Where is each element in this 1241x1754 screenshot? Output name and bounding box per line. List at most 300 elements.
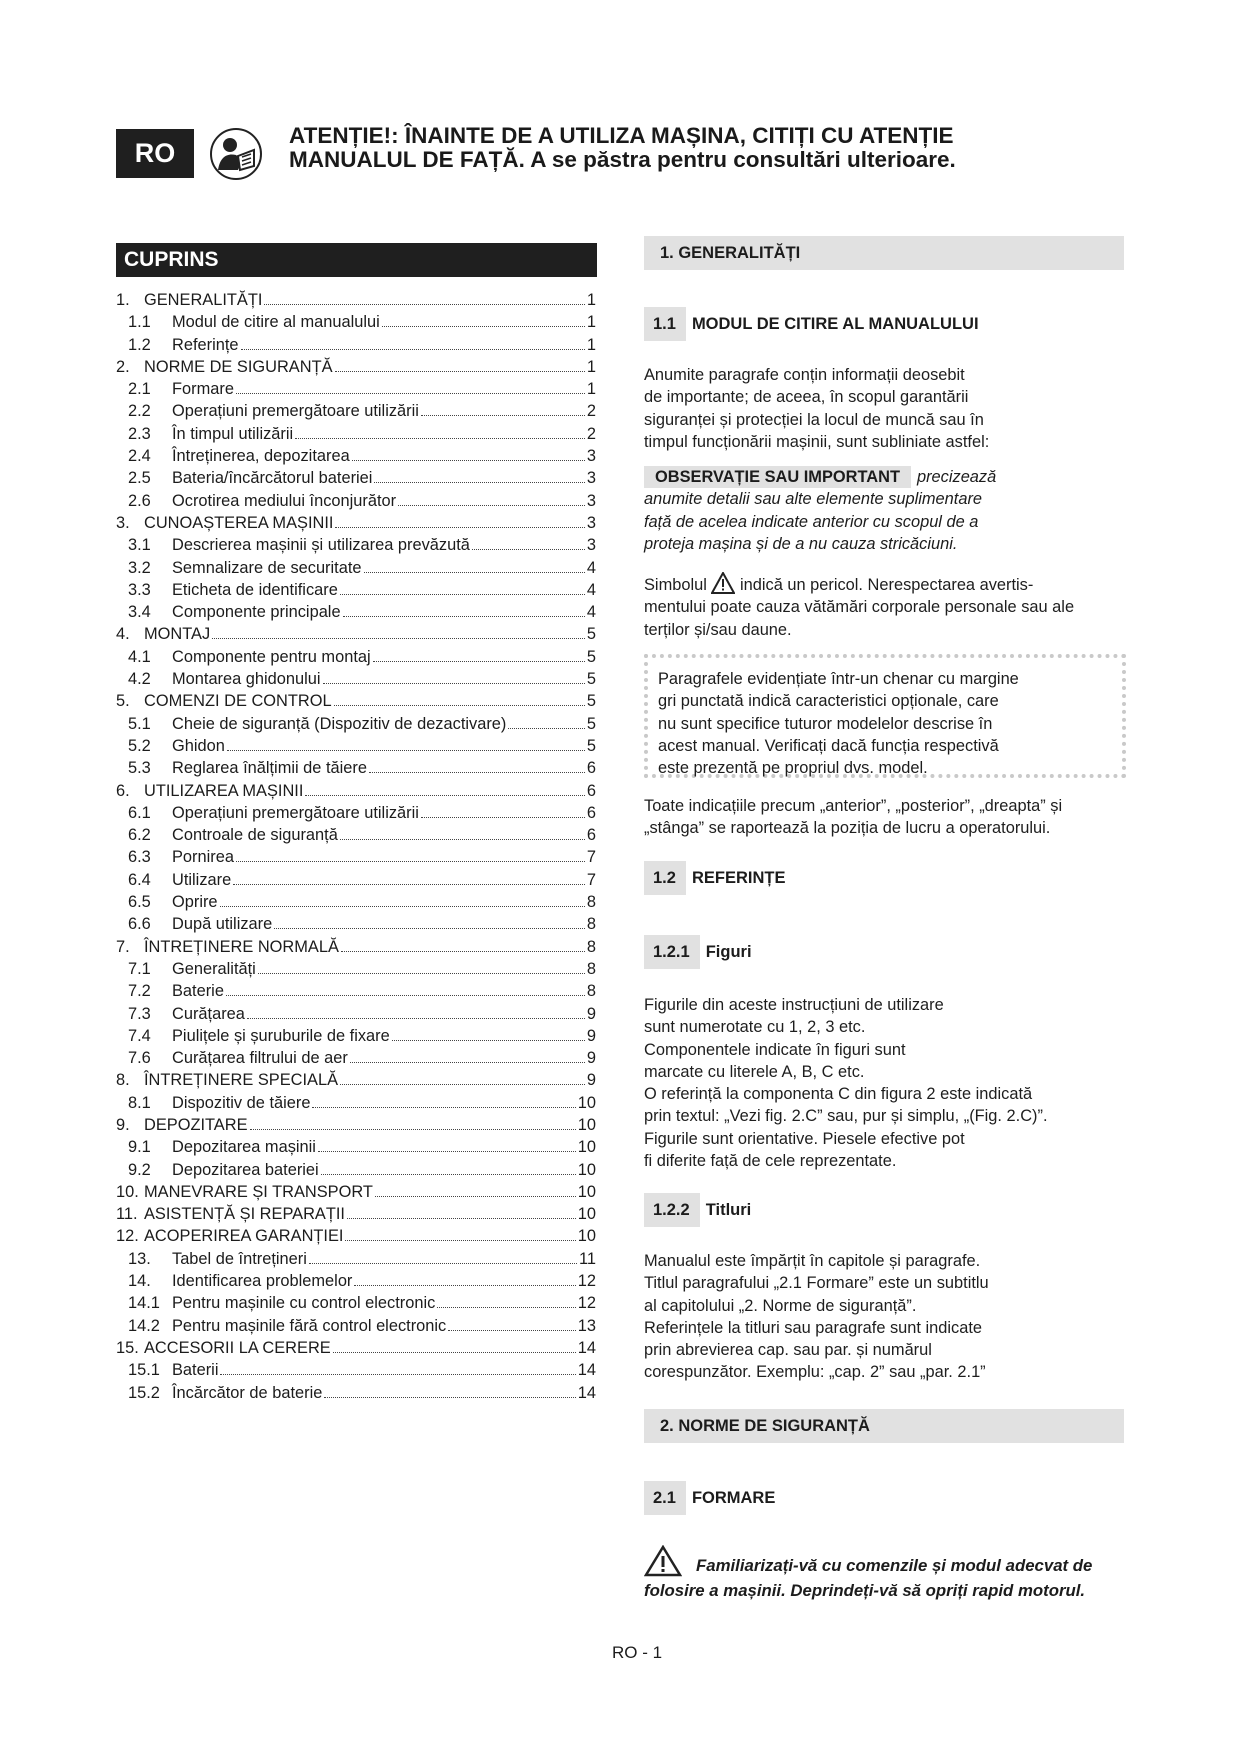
toc-page-number: 14 (577, 1361, 596, 1380)
toc-leader-dots (247, 1018, 585, 1019)
subsection-heading-1-2 (644, 861, 785, 895)
toc-page-number: 6 (586, 759, 596, 778)
subsection-title: Titluri (705, 1201, 752, 1219)
toc-row (116, 759, 596, 781)
toc-number: 7.3 (128, 1004, 151, 1023)
subsection-heading-1-1 (644, 307, 979, 341)
toc-page-number: 14 (577, 1338, 596, 1357)
toc-page-number: 10 (577, 1115, 596, 1134)
toc-row (116, 1272, 596, 1294)
toc-leader-dots (398, 505, 585, 506)
text-line: timpul funcționării mașinii, sunt subliniate astfel: (644, 432, 990, 451)
toc-number: 2.1 (128, 380, 151, 399)
toc-row (116, 871, 596, 893)
toc-row (116, 648, 596, 670)
toc-row (116, 938, 596, 960)
toc-row (116, 1294, 596, 1316)
toc-entry-title: Curățarea (172, 1004, 245, 1023)
toc-entry-title: ASISTENȚĂ ȘI REPARAȚII (144, 1205, 345, 1224)
toc-entry-title: Întreținerea, depozitarea (172, 447, 350, 466)
toc-leader-dots (264, 304, 584, 305)
toc-leader-dots (220, 1374, 575, 1375)
toc-row (116, 1250, 596, 1272)
toc-page-number: 7 (586, 870, 596, 889)
toc-row (116, 982, 596, 1004)
text-line: este prezentă pe propriul dvs. model. (658, 759, 928, 778)
toc-number: 6.4 (128, 870, 151, 889)
subsection-title: Figuri (705, 943, 752, 961)
toc-number: 9. (116, 1115, 130, 1134)
toc-number: 15.2 (128, 1383, 160, 1402)
toc-entry-title: GENERALITĂȚI (144, 291, 263, 309)
figures-paragraph (644, 994, 1124, 1172)
table-of-contents (116, 291, 596, 1406)
toc-entry-title: Pentru mașinile cu control electronic (172, 1294, 436, 1313)
toc-number: 9.2 (128, 1160, 151, 1179)
toc-page-number: 8 (586, 982, 596, 1001)
toc-row (116, 336, 596, 358)
toc-leader-dots (318, 1151, 576, 1152)
text-line: Paragrafele evidențiate într-un chenar cu margine (658, 670, 1019, 688)
toc-number: 1. (116, 291, 130, 309)
toc-leader-dots (375, 1196, 576, 1197)
toc-number: 10. (116, 1182, 139, 1201)
toc-leader-dots (321, 1174, 576, 1175)
toc-leader-dots (369, 772, 585, 773)
toc-page-number: 5 (586, 692, 596, 711)
toc-leader-dots (220, 906, 585, 907)
toc-row (116, 826, 596, 848)
toc-entry-title: DEPOZITARE (144, 1115, 248, 1134)
subsection-number: 1.2.1 (644, 935, 700, 969)
toc-row (116, 670, 596, 692)
note-label: OBSERVAȚIE SAU IMPORTANT (644, 466, 911, 488)
toc-row (116, 893, 596, 915)
symbol-paragraph (644, 572, 1124, 641)
toc-page-number: 5 (586, 736, 596, 755)
safety-warning (644, 1545, 1134, 1603)
toc-leader-dots (226, 995, 585, 996)
page-number: RO - 1 (612, 1643, 663, 1662)
toc-number: 8. (116, 1071, 130, 1090)
toc-entry-title: Baterie (172, 982, 224, 1001)
toc-row (116, 1071, 596, 1093)
toc-page-number: 12 (577, 1294, 596, 1313)
text-line: Referințele la titluri sau paragrafe sunt indicate (644, 1318, 983, 1337)
toc-row (116, 848, 596, 870)
toc-page-number: 9 (586, 1004, 596, 1023)
toc-page-number: 1 (586, 291, 596, 309)
paragraph-reading-mode (644, 364, 1124, 453)
toc-page-number: 12 (577, 1272, 596, 1291)
toc-number: 4.2 (128, 670, 151, 689)
warning-triangle-icon (644, 1545, 682, 1577)
toc-row (116, 1384, 596, 1406)
toc-number: 2. (116, 357, 130, 376)
toc-page-number: 5 (586, 625, 596, 644)
toc-page-number: 3 (586, 513, 596, 532)
text-line: al capitolului „2. Norme de siguranță”. (644, 1296, 917, 1315)
toc-leader-dots (333, 1352, 576, 1353)
toc-entry-title: Încărcător de baterie (172, 1383, 323, 1402)
toc-number: 15. (116, 1338, 139, 1357)
toc-row (116, 1049, 596, 1071)
toc-leader-dots (236, 861, 585, 862)
toc-number: 3.3 (128, 580, 151, 599)
toc-row (116, 1183, 596, 1205)
toc-entry-title: Generalități (172, 959, 256, 978)
toc-row (116, 492, 596, 514)
toc-entry-title: UTILIZAREA MAȘINII (144, 781, 304, 800)
toc-number: 7.1 (128, 959, 151, 978)
toc-number: 5.1 (128, 714, 151, 733)
toc-entry-title: Descrierea mașinii și utilizarea prevăzută (172, 536, 470, 555)
toc-row (116, 313, 596, 335)
toc-leader-dots (335, 371, 585, 372)
toc-number: 14.2 (128, 1316, 160, 1335)
toc-number: 9.1 (128, 1138, 151, 1157)
toc-leader-dots (448, 1330, 576, 1331)
toc-entry-title: ÎNTREȚINERE NORMALĂ (144, 937, 339, 956)
toc-page-number: 1 (586, 335, 596, 354)
toc-entry-title: Ocrotirea mediului înconjurător (172, 491, 397, 510)
toc-row (116, 425, 596, 447)
toc-number: 1.2 (128, 335, 151, 354)
toc-row (116, 1317, 596, 1339)
toc-entry-title: Baterii (172, 1361, 219, 1380)
toc-leader-dots (472, 549, 585, 550)
toc-entry-title: După utilizare (172, 915, 273, 934)
toc-row (116, 625, 596, 647)
optional-features-box (644, 654, 1126, 778)
toc-row (116, 782, 596, 804)
toc-leader-dots (258, 973, 585, 974)
toc-number: 1.1 (128, 313, 151, 332)
toc-page-number: 10 (577, 1160, 596, 1179)
toc-row (116, 291, 596, 313)
text-line: siguranței și protecției la locul de muncă sau în (644, 410, 984, 429)
toc-number: 6.2 (128, 826, 151, 845)
toc-entry-title: Tabel de întrețineri (172, 1249, 307, 1268)
toc-number: 6.6 (128, 915, 151, 934)
text-line: terților și/sau daune. (644, 620, 792, 639)
toc-title: CUPRINS (116, 243, 597, 277)
toc-number: 2.6 (128, 491, 151, 510)
toc-entry-title: Ghidon (172, 736, 225, 755)
toc-number: 13. (128, 1249, 151, 1268)
text-line: corespunzător. Exemplu: „cap. 2” sau „par. 2.1” (644, 1363, 986, 1382)
toc-row (116, 960, 596, 982)
toc-leader-dots (364, 572, 585, 573)
toc-number: 3.2 (128, 558, 151, 577)
toc-row (116, 536, 596, 558)
toc-page-number: 3 (586, 536, 596, 555)
toc-number: 11. (116, 1205, 138, 1224)
toc-entry-title: NORME DE SIGURANȚĂ (144, 357, 333, 376)
toc-leader-dots (343, 616, 585, 617)
toc-leader-dots (233, 884, 585, 885)
toc-leader-dots (350, 1062, 585, 1063)
header-warning-line: MANUALUL DE FAȚĂ. A se păstra pentru consultări ulterioare. (289, 147, 956, 172)
toc-entry-title: Identificarea problemelor (172, 1272, 353, 1291)
toc-leader-dots (241, 349, 585, 350)
toc-number: 7.2 (128, 982, 151, 1001)
toc-page-number: 5 (586, 714, 596, 733)
toc-page-number: 11 (578, 1249, 596, 1268)
subsection-number: 1.2.2 (644, 1193, 700, 1227)
toc-leader-dots (382, 326, 585, 327)
toc-leader-dots (345, 1240, 575, 1241)
toc-row (116, 715, 596, 737)
toc-entry-title: Eticheta de identificare (172, 580, 338, 599)
text-line: Anumite paragrafe conțin informații deosebit (644, 366, 965, 384)
toc-page-number: 9 (586, 1071, 596, 1090)
text-line: Manualul este împărțit în capitole și paragrafe. (644, 1252, 981, 1270)
toc-number: 7.6 (128, 1049, 151, 1068)
toc-number: 3. (116, 513, 130, 532)
text-line: mentului poate cauza vătămări corporale personale sau ale (644, 598, 1075, 617)
toc-entry-title: Modul de citire al manualului (172, 313, 380, 332)
section-heading-norme-siguranta: 2. NORME DE SIGURANȚĂ (644, 1409, 1124, 1443)
toc-page-number: 14 (577, 1383, 596, 1402)
toc-entry-title: Curățarea filtrului de aer (172, 1049, 348, 1068)
toc-entry-title: Depozitarea bateriei (172, 1160, 319, 1179)
toc-page-number: 8 (586, 893, 596, 912)
toc-leader-dots (373, 661, 585, 662)
subsection-number: 1.1 (644, 307, 686, 341)
toc-page-number: 10 (577, 1227, 596, 1246)
toc-entry-title: ÎNTREȚINERE SPECIALĂ (144, 1071, 338, 1090)
toc-number: 14. (128, 1272, 151, 1291)
toc-row (116, 692, 596, 714)
toc-row (116, 737, 596, 759)
header-warning (289, 124, 1089, 172)
toc-page-number: 3 (586, 491, 596, 510)
note-paragraph (644, 466, 1124, 555)
toc-number: 12. (116, 1227, 139, 1246)
subsection-title: FORMARE (691, 1489, 776, 1507)
warning-text: Familiarizați-vă cu comenzile și modul adecvat de (696, 1556, 1093, 1575)
toc-leader-dots (227, 750, 585, 751)
text-line: Componentele indicate în figuri sunt (644, 1040, 906, 1059)
toc-page-number: 9 (586, 1026, 596, 1045)
subsection-number: 2.1 (644, 1481, 686, 1515)
text-fragment: indică un pericol. Nerespectarea avertis- (739, 576, 1034, 594)
toc-row (116, 1094, 596, 1116)
toc-number: 6.3 (128, 848, 151, 867)
warning-text: folosire a mașinii. Deprindeți-vă să opriți rapid motorul. (644, 1581, 1086, 1600)
toc-leader-dots (340, 1084, 585, 1085)
toc-entry-title: Componente pentru montaj (172, 647, 371, 666)
toc-row (116, 1161, 596, 1183)
toc-entry-title: Depozitarea mașinii (172, 1138, 316, 1157)
toc-leader-dots (250, 1129, 576, 1130)
text-line: nu sunt specifice tuturor modelelor descrise în (658, 714, 993, 733)
toc-entry-title: COMENZI DE CONTROL (144, 692, 332, 711)
toc-leader-dots (274, 928, 585, 929)
toc-leader-dots (312, 1107, 575, 1108)
read-manual-icon (208, 126, 264, 182)
toc-entry-title: Pornirea (172, 848, 234, 867)
toc-row (116, 402, 596, 424)
toc-row (116, 1339, 596, 1361)
toc-entry-title: Dispozitiv de tăiere (172, 1093, 311, 1112)
toc-leader-dots (341, 951, 585, 952)
toc-row (116, 804, 596, 826)
toc-page-number: 5 (586, 670, 596, 689)
directions-paragraph (644, 795, 1124, 840)
subsection-heading-1-2-1 (644, 935, 752, 969)
toc-leader-dots (295, 438, 585, 439)
toc-number: 3.1 (128, 536, 151, 555)
toc-entry-title: ACCESORII LA CERERE (144, 1338, 331, 1357)
toc-number: 2.2 (128, 402, 151, 421)
toc-page-number: 5 (586, 647, 596, 666)
toc-page-number: 10 (577, 1205, 596, 1224)
text-line: „stânga” se raportează la poziția de lucru a operatorului. (644, 819, 1051, 838)
toc-row (116, 603, 596, 625)
toc-page-number: 1 (586, 313, 596, 332)
toc-page-number: 4 (586, 580, 596, 599)
toc-row (116, 469, 596, 491)
toc-row (116, 1361, 596, 1383)
toc-entry-title: Operațiuni premergătoare utilizării (172, 803, 419, 822)
titles-paragraph (644, 1250, 1124, 1384)
toc-leader-dots (340, 594, 585, 595)
toc-entry-title: Formare (172, 380, 234, 399)
toc-leader-dots (323, 683, 585, 684)
toc-leader-dots (352, 460, 585, 461)
toc-row (116, 447, 596, 469)
text-line: prin abrevierea cap. sau par. și numărul (644, 1341, 932, 1360)
toc-leader-dots (236, 393, 585, 394)
toc-entry-title: Referințe (172, 335, 239, 354)
subsection-heading-2-1 (644, 1481, 775, 1515)
text-line: marcate cu literele A, B, C etc. (644, 1062, 865, 1081)
text-line: prin textul: „Vezi fig. 2.C” sau, pur și simplu, „(Fig. 2.C)”. (644, 1107, 1048, 1126)
header-warning-line: ATENȚIE!: ÎNAINTE DE A UTILIZA MAȘINA, CITIȚI CU ATENȚIE (289, 123, 954, 148)
toc-page-number: 6 (586, 781, 596, 800)
text-line: Figurile sunt orientative. Piesele efective pot (644, 1129, 965, 1148)
subsection-number: 1.2 (644, 861, 686, 895)
toc-number: 2.4 (128, 447, 151, 466)
toc-leader-dots (340, 839, 585, 840)
toc-number: 5.2 (128, 736, 151, 755)
toc-leader-dots (421, 415, 585, 416)
toc-page-number: 6 (586, 826, 596, 845)
toc-row (116, 1027, 596, 1049)
toc-number: 5.3 (128, 759, 151, 778)
section-heading-generalitati: 1. GENERALITĂȚI (644, 236, 1124, 270)
toc-page-number: 7 (586, 848, 596, 867)
toc-row (116, 1205, 596, 1227)
toc-number: 6. (116, 781, 130, 800)
toc-leader-dots (212, 638, 585, 639)
toc-number: 2.3 (128, 424, 151, 443)
text-line: sunt numerotate cu 1, 2, 3 etc. (644, 1018, 866, 1037)
note-text: proteja mașina și de a nu cauza stricăciuni. (644, 534, 958, 553)
toc-leader-dots (309, 1263, 577, 1264)
toc-leader-dots (347, 1218, 576, 1219)
toc-entry-title: Bateria/încărcătorul bateriei (172, 469, 373, 488)
toc-row (116, 915, 596, 937)
toc-page-number: 9 (586, 1049, 596, 1068)
subsection-title: REFERINȚE (691, 869, 786, 887)
toc-number: 8.1 (128, 1093, 151, 1112)
toc-leader-dots (324, 1397, 575, 1398)
toc-page-number: 8 (586, 937, 596, 956)
toc-leader-dots (305, 795, 584, 796)
text-line: Titlul paragrafului „2.1 Formare” este un subtitlu (644, 1274, 989, 1293)
toc-number: 4. (116, 625, 130, 644)
toc-leader-dots (374, 482, 584, 483)
text-fragment: Simbolul (644, 576, 707, 594)
toc-row (116, 514, 596, 536)
subsection-title: MODUL DE CITIRE AL MANUALULUI (691, 315, 979, 333)
toc-page-number: 3 (586, 447, 596, 466)
toc-page-number: 8 (586, 959, 596, 978)
warning-triangle-icon (711, 572, 735, 594)
text-line: fi diferite față de cele reprezentate. (644, 1152, 897, 1171)
toc-row (116, 358, 596, 380)
toc-leader-dots (334, 705, 585, 706)
text-line: acest manual. Verificați dacă funcția respectivă (658, 736, 999, 755)
toc-entry-title: Cheie de siguranță (Dispozitiv de dezactivare) (172, 714, 507, 733)
toc-page-number: 2 (586, 424, 596, 443)
toc-page-number: 10 (577, 1138, 596, 1157)
toc-entry-title: Montarea ghidonului (172, 670, 321, 689)
toc-number: 6.1 (128, 803, 151, 822)
toc-entry-title: Controale de siguranță (172, 826, 338, 845)
toc-entry-title: MANEVRARE ȘI TRANSPORT (144, 1182, 373, 1201)
toc-number: 2.5 (128, 469, 151, 488)
toc-row (116, 581, 596, 603)
toc-row (116, 1227, 596, 1249)
toc-page-number: 4 (586, 603, 596, 622)
toc-number: 7.4 (128, 1026, 151, 1045)
toc-page-number: 8 (586, 915, 596, 934)
toc-page-number: 10 (577, 1093, 596, 1112)
toc-page-number: 1 (586, 357, 596, 376)
toc-row (116, 1005, 596, 1027)
toc-row (116, 1116, 596, 1138)
toc-leader-dots (335, 527, 584, 528)
toc-leader-dots (421, 817, 585, 818)
toc-entry-title: Semnalizare de securitate (172, 558, 362, 577)
language-badge: RO (116, 129, 194, 178)
text-line: O referință la componenta C din figura 2 este indicată (644, 1085, 1033, 1104)
toc-entry-title: Oprire (172, 893, 218, 912)
toc-row (116, 1138, 596, 1160)
toc-page-number: 4 (586, 558, 596, 577)
toc-leader-dots (508, 728, 585, 729)
toc-number: 7. (116, 937, 130, 956)
toc-entry-title: MONTAJ (144, 625, 211, 644)
note-text: anumite detalii sau alte elemente suplimentare (644, 490, 983, 509)
toc-entry-title: Utilizare (172, 870, 232, 889)
toc-page-number: 1 (586, 380, 596, 399)
toc-entry-title: Reglarea înălțimii de tăiere (172, 759, 367, 778)
toc-number: 15.1 (128, 1361, 160, 1380)
text-line: Toate indicațiile precum „anterior”, „posterior”, „dreapta” și (644, 797, 1063, 815)
text-line: Figurile din aceste instrucțiuni de utilizare (644, 996, 944, 1014)
text-line: de importante; de aceea, în scopul garantării (644, 388, 969, 407)
toc-leader-dots (392, 1040, 585, 1041)
subsection-heading-1-2-2 (644, 1193, 751, 1227)
toc-page-number: 13 (577, 1316, 596, 1335)
toc-page-number: 3 (586, 469, 596, 488)
toc-number: 5. (116, 692, 130, 711)
